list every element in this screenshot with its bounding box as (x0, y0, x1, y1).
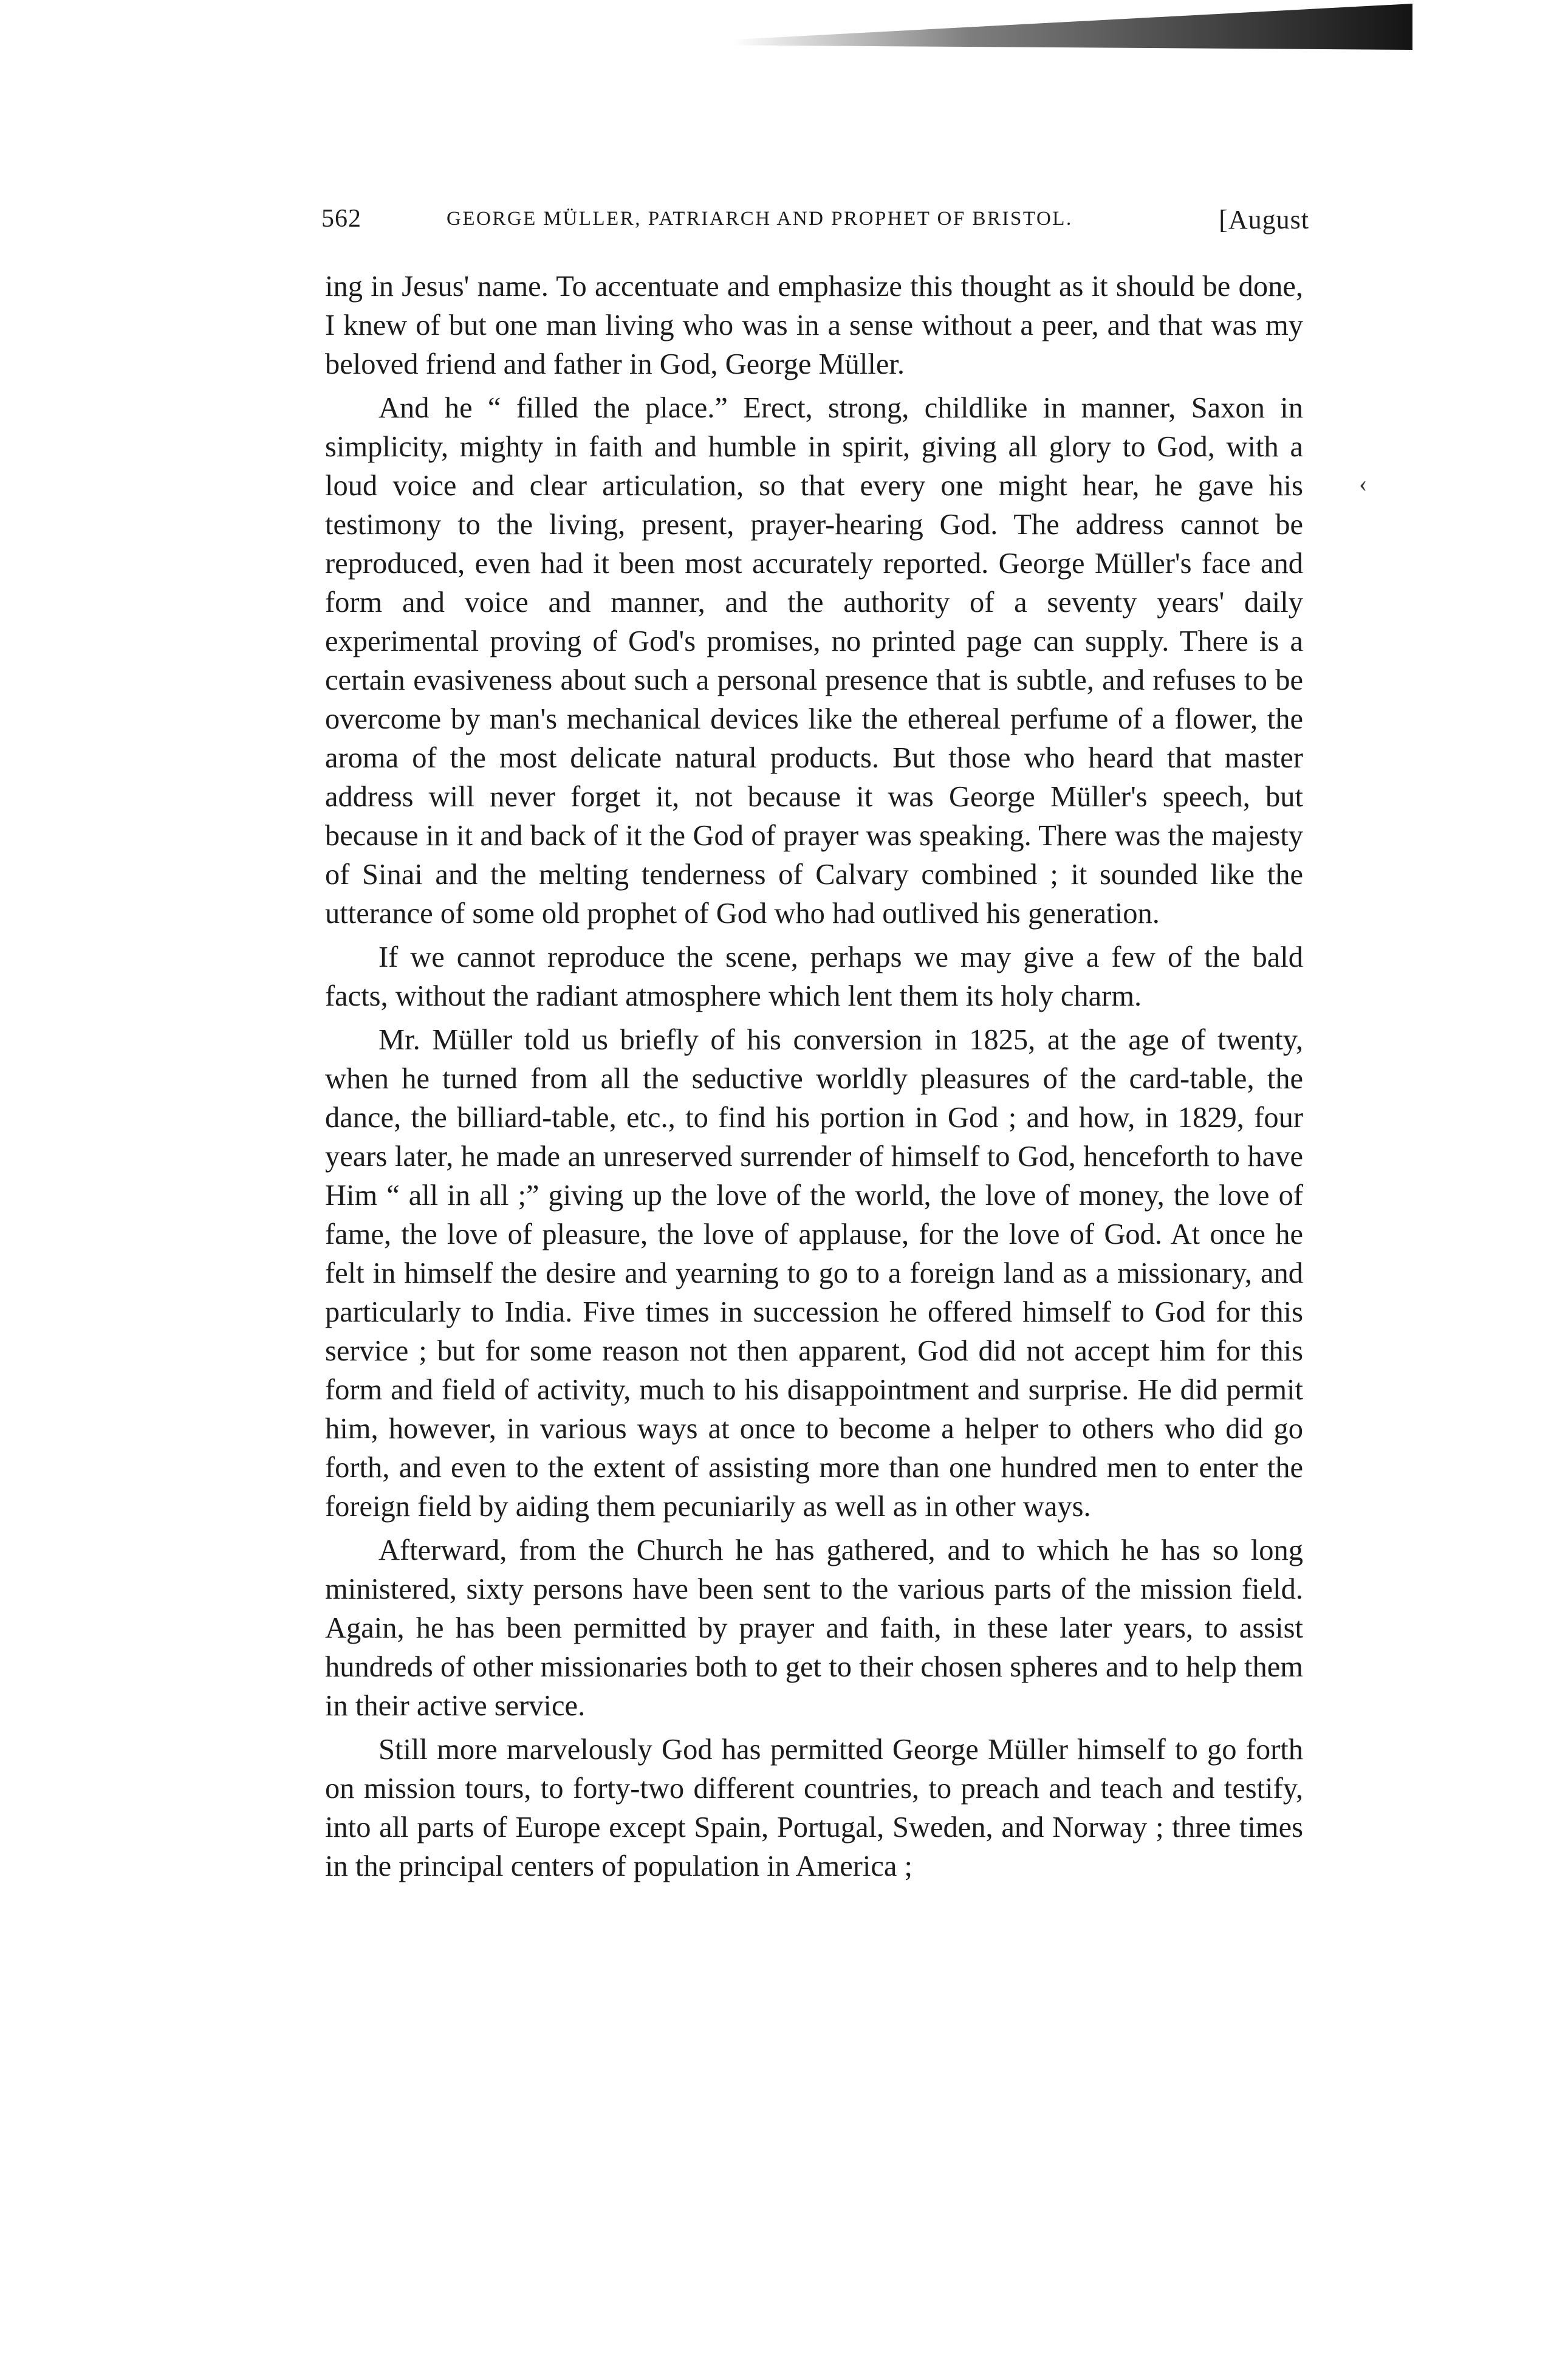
body-text (325, 267, 1303, 1886)
page-number: 562 (321, 205, 361, 233)
book-page (321, 204, 1309, 1891)
running-title: GEORGE MÜLLER, PATRIARCH AND PROPHET OF BRISTOL. (447, 208, 1073, 230)
paragraph-3: If we cannot reproduce the scene, perhaps we may give a few of the bald facts, without the radiant atmosphere which lent them its holy charm. (325, 941, 1303, 1012)
paragraph-4: Mr. Müller told us briefly of his conversion in 1825, at the age of twenty, when he turned from all the seductive worldly pleasures of the card-table, the dance, the billiard-table, etc., to find his portion in God ; and how, in 1829, four years later, he made an unreserved surrender of himself to God, henceforth to have Him “ all in all ;” giving up the love of the world, the love of money, the love of fame, the love of pleasure, the love of applause, for the love of God. At once he felt in himself the desire and yearning to go to a foreign land as a missionary, and particularly to India. Five times in succession he offered himself to God for this service ; but for some reason not then apparent, God did not accept him for this form and field of activity, much to his disappointment and surprise. He did permit him, however, in various ways at once to become a helper to others who did go forth, and even to the extent of assisting more than one hundred men to enter the foreign field by aiding them pecuniarily as well as in other ways. (325, 1024, 1303, 1523)
paragraph-2: And he “ filled the place.” Erect, strong, childlike in manner, Saxon in simplicity, mighty in faith and humble in spirit, giving all glory to God, with a loud voice and clear articulation, so that every one might hear, he gave his testimony to the living, present, prayer-hearing God. The address cannot be reproduced, even had it been most accurately reported. George Müller's face and form and voice and manner, and the authority of a seventy years' daily experimental proving of God's promises, no printed page can supply. There is a certain evasiveness about such a personal presence that is subtle, and refuses to be overcome by man's mechanical devices like the ethereal perfume of a flower, the aroma of the most delicate natural products. But those who heard that master address will never forget it, not because it was George Müller's speech, but because in it and back of it the God of prayer was speaking. There was the majesty of Sinai and the melting tenderness of Calvary combined ; it sounded like the utterance of some old prophet of God who had outlived his generation. (325, 392, 1303, 930)
running-head (321, 204, 1309, 247)
running-month: [August (1219, 205, 1309, 235)
scan-edge-artifact (732, 4, 1412, 50)
paragraph-6: Still more marvelously God has permitted George Müller himself to go forth on mission tours, to forty-two different countries, to preach and teach and testify, into all parts of Europe except Spain, Portugal, Sweden, and Norway ; three times in the principal centers of population in America ; (325, 1734, 1303, 1882)
paragraph-1: ing in Jesus' name. To accentuate and emphasize this thought as it should be done, I knew of but one man living who was in a sense without a peer, and that was my beloved friend and father in God, George Müller. (325, 270, 1303, 380)
paragraph-5: Afterward, from the Church he has gathered, and to which he has so long ministered, sixty persons have been sent to the various parts of the mission field. Again, he has been permitted by prayer and faith, in these later years, to assist hundreds of other missionaries both to get to their chosen spheres and to help them in their active service. (325, 1534, 1303, 1722)
margin-mark: ‹ (1359, 470, 1368, 497)
